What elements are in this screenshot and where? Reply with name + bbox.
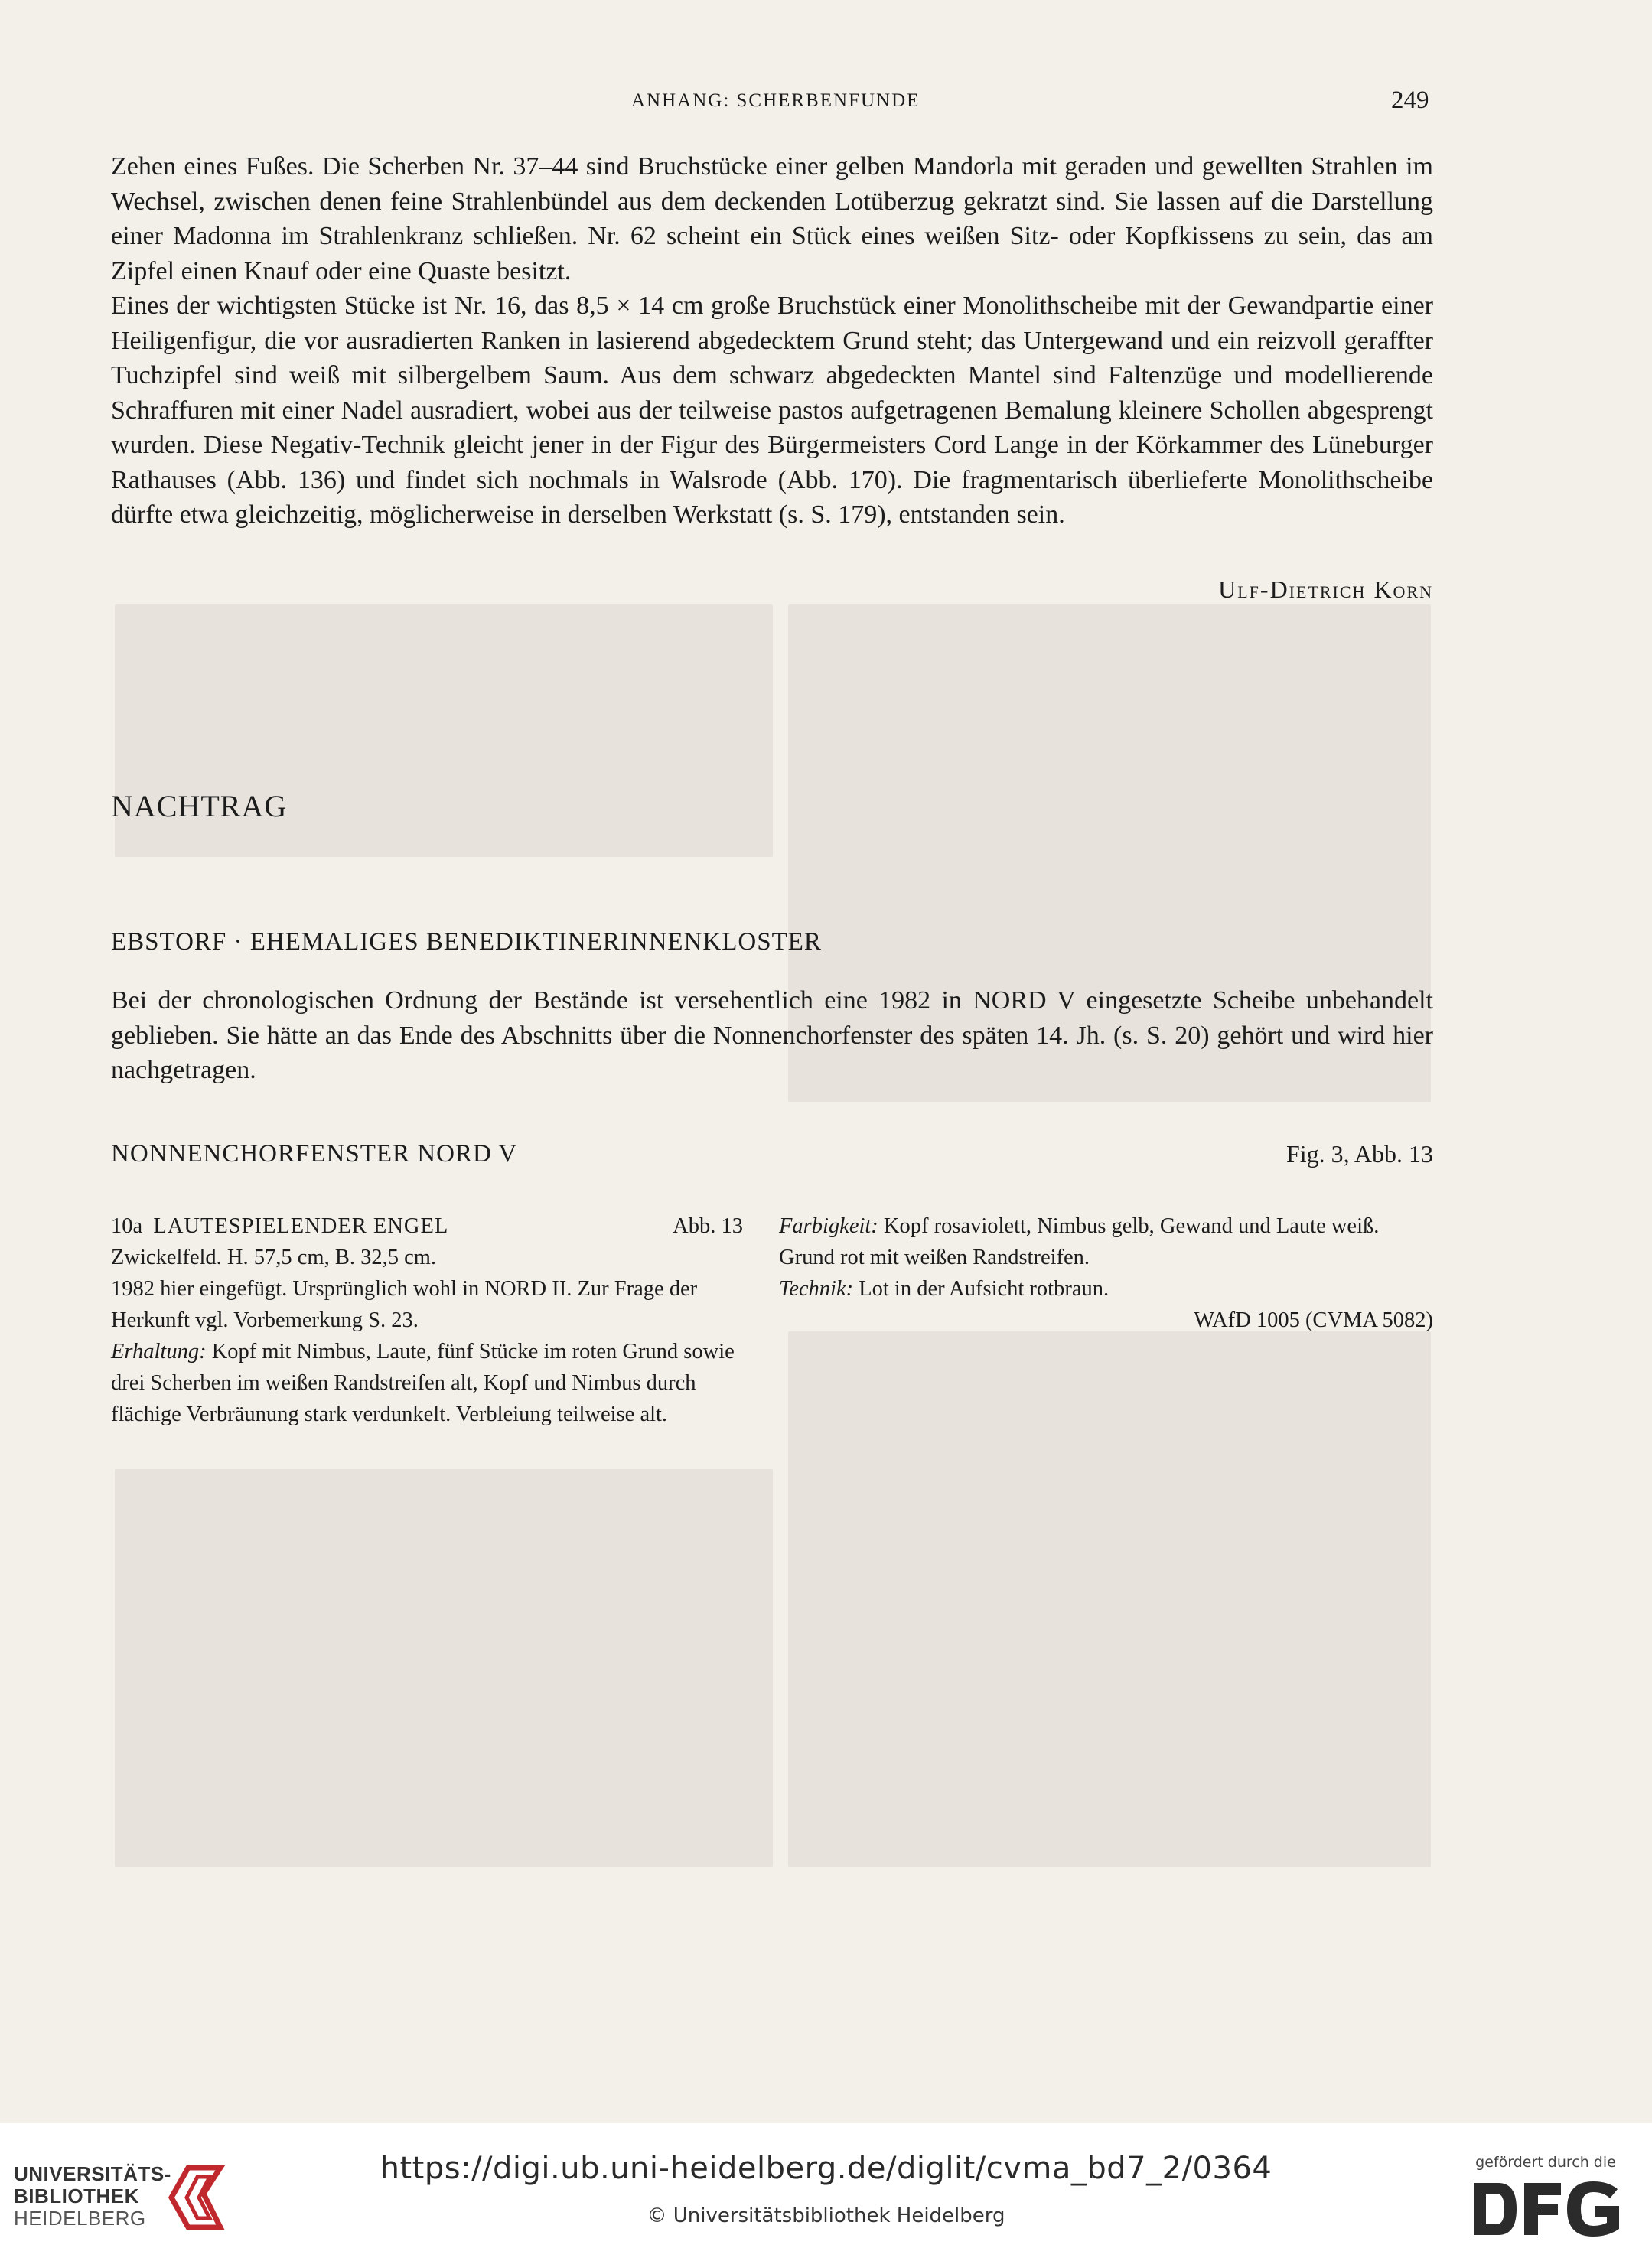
subsection-figure-reference: Fig. 3, Abb. 13 [1285, 1140, 1433, 1168]
entry-header [111, 1210, 743, 1242]
section-paragraph: Bei der chronologischen Ordnung der Bestände ist versehentlich eine 1982 in NORD V eingesetzte Scheibe unbehandelt geblieben. Sie hätte an das Ende des Abschnitts über die Nonnenchorfenster des späten 14. Jh. (s. S. 20) gehört und wird hier nachgetragen. [111, 986, 1433, 1084]
running-head: ANHANG: SCHERBENFUNDE [631, 90, 920, 111]
funder-block[interactable] [1469, 2154, 1637, 2242]
subsection-heading: NONNENCHORFENSTER NORD V [111, 1140, 518, 1168]
viewer-footer [0, 2123, 1652, 2248]
technik-label: Technik: [779, 1277, 854, 1301]
technik-text: Lot in der Aufsicht rotbraun. [859, 1277, 1109, 1301]
entry-archive-reference: WAfD 1005 (CVMA 5082) [1194, 1308, 1433, 1332]
entry-number: 10a [111, 1214, 143, 1238]
erhaltung-label: Erhaltung: [111, 1340, 207, 1363]
section-text [111, 983, 1433, 1088]
section-heading: EBSTORF · EHEMALIGES BENEDIKTINERINNENKLOSTER [111, 928, 822, 956]
body-text [111, 149, 1433, 533]
entry-dimensions: Zwickelfeld. H. 57,5 cm, B. 32,5 cm. [111, 1246, 437, 1269]
library-name-line1: UNIVERSITÄTS- [14, 2162, 171, 2185]
funder-label: gefördert durch die [1475, 2154, 1616, 2171]
copyright-notice: © Universitätsbibliothek Heidelberg [647, 2204, 1005, 2227]
bleed-through-lower-right [788, 1331, 1431, 1867]
library-name-line3: HEIDELBERG [14, 2207, 146, 2230]
author-signature: Ulf-Dietrich Korn [1218, 575, 1433, 603]
dfg-logo-icon [1469, 2178, 1622, 2240]
entry-technik [779, 1273, 1433, 1305]
bleed-through-lower-left [115, 1469, 773, 1867]
nachtrag-heading: NACHTRAG [111, 789, 288, 823]
entry-left-column [111, 1210, 743, 1430]
page-url-link[interactable]: https://digi.ub.uni-heidelberg.de/diglit/cvma_bd7_2/0364 [380, 2151, 1272, 2186]
entry-title: LAUTESPIELENDER ENGEL [153, 1214, 449, 1238]
entry-right-column [779, 1210, 1433, 1336]
entry-abb-reference: Abb. 13 [673, 1214, 743, 1238]
entry-title-group [111, 1210, 448, 1242]
farbigkeit-text: Kopf rosaviolett, Nimbus gelb, Gewand und Laute weiß. Grund rot mit weißen Randstreifen. [779, 1214, 1380, 1269]
page-number: 249 [1391, 86, 1429, 114]
paragraph-2: Eines der wichtigsten Stücke ist Nr. 16, das 8,5 × 14 cm große Bruchstück einer Monolithscheibe mit der Gewandpartie einer Heiligenfigur, die vor ausradierten Ranken in lasierend abgedecktem Grund steht; das Untergewand und ein reizvoll geraffter Tuchzipfel sind weiß mit silbergelbem Saum. Aus dem schwarz abgedeckten Mantel sind Faltenzüge und modellierende Schraffuren mit einer Nadel ausradiert, wobei aus der teilweise pastos aufgetragenen Bemalung kleinere Schollen abgesprengt wurden. Diese Negativ-Technik gleicht jener in der Figur des Bürgermeisters Cord Lange in der Körkammer des Lüneburger Rathauses (Abb. 136) und findet sich nochmals in Walsrode (Abb. 170). Die fragmentarisch überlieferte Monolithscheibe dürfte etwa gleichzeitig, möglicherweise in derselben Werkstatt (s. S. 179), entstanden sein. [111, 292, 1433, 529]
entry-history: 1982 hier eingefügt. Ursprünglich wohl in NORD II. Zur Frage der Herkunft vgl. Vorbemerkung S. 23. [111, 1277, 698, 1332]
farbigkeit-label: Farbigkeit: [779, 1214, 878, 1238]
library-name-line2: BIBLIOTHEK [14, 2184, 139, 2207]
paragraph-1: Zehen eines Fußes. Die Scherben Nr. 37–44 sind Bruchstücke einer gelben Mandorla mit geraden und gewellten Strahlen im Wechsel, zwischen denen feine Strahlenbündel aus dem deckenden Lotüberzug gekratzt sind. Sie lassen auf die Darstellung einer Madonna im Strahlenkranz schließen. Nr. 62 scheint ein Stück eines weißen Sitz- oder Kopfkissens zu sein, das am Zipfel einen Knauf oder eine Quaste besitzt. [111, 152, 1433, 285]
erhaltung-text: Kopf mit Nimbus, Laute, fünf Stücke im roten Grund sowie drei Scherben im weißen Randstreifen alt, Kopf und Nimbus durch flächige Verbräunung stark verdunkelt. Verbleiung teilweise alt. [111, 1340, 735, 1426]
entry-farbigkeit [779, 1210, 1433, 1273]
entry-erhaltung [111, 1336, 743, 1430]
